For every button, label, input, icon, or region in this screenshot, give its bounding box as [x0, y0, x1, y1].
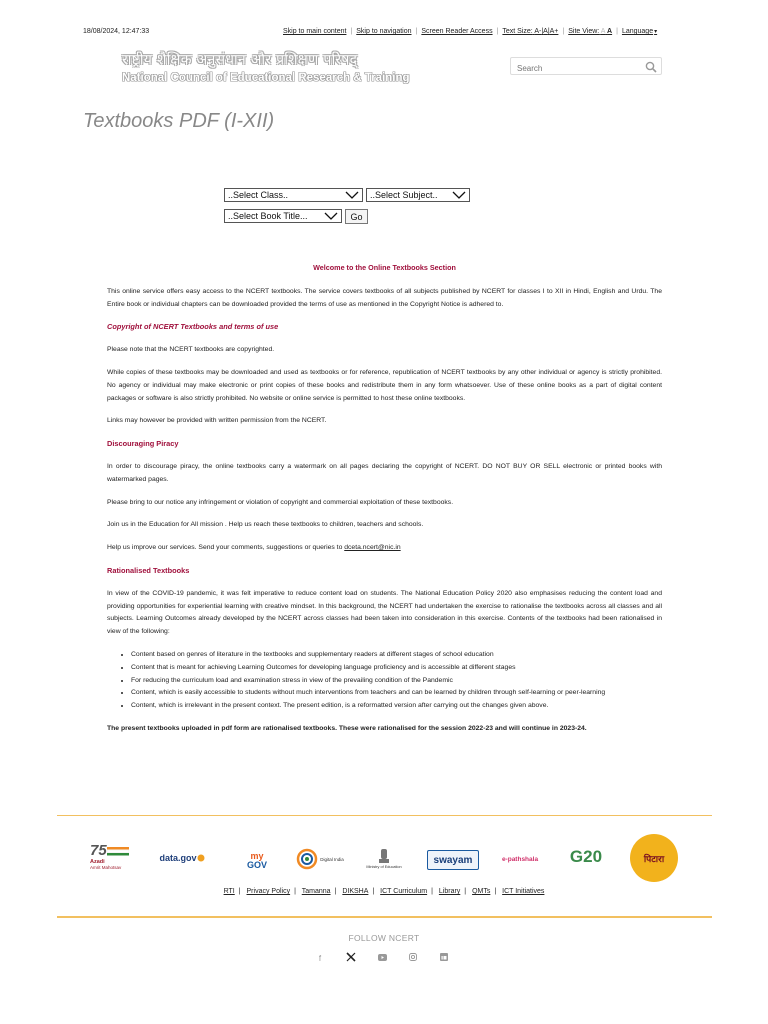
chevron-down-icon — [345, 190, 359, 200]
screen-reader-access-link[interactable]: Screen Reader Access — [421, 28, 493, 35]
piracy-heading: Discouraging Piracy — [107, 439, 179, 449]
piracy-paragraph: Please bring to our notice any infringement or violation of copyright and commercial exploitation of these textbooks. — [107, 498, 454, 506]
subject-select[interactable] — [366, 188, 470, 202]
rationalised-heading: Rationalised Textbooks — [107, 565, 190, 575]
site-view-light[interactable]: A — [600, 28, 606, 35]
page-title: Textbooks PDF (I-XII) — [83, 110, 275, 132]
language-label: Language — [621, 28, 654, 35]
book-title-select-value: ..Select Book Title... — [228, 211, 308, 221]
skip-to-main-link[interactable]: Skip to main content — [283, 28, 347, 35]
org-name-hindi[interactable]: राष्ट्रीय शैक्षिक अनुसंधान और प्रशिक्षण परिषद् — [122, 52, 358, 68]
footer-link-qmts[interactable]: QMTs — [472, 888, 491, 895]
digital-india-text: Digital India — [320, 856, 344, 862]
mygov-text-bottom: GOV — [246, 860, 267, 870]
improve-paragraph — [107, 542, 662, 555]
list-item: • Content based on genres of literature in the textbooks and supplementary readers at different stages of school education — [131, 649, 662, 662]
footer-link-rti[interactable]: RTI — [223, 888, 235, 895]
class-select[interactable] — [224, 188, 363, 202]
piracy-paragraph: Join us in the Education for All mission . Help us reach these textbooks to children, teachers and schools. — [107, 521, 424, 529]
footer-link-ict-initiatives[interactable]: ICT Initiatives — [502, 888, 545, 895]
text-size-group: Text Size: A-|A|A+ — [502, 28, 559, 35]
facebook-icon[interactable]: f — [318, 953, 322, 963]
email-link[interactable]: dceta.ncert@nic.in — [344, 544, 401, 552]
rationalised-paragraph: In view of the COVID-19 pandemic, it was felt imperative to reduce content load on students. The National Education Policy 2020 also emphasises reducing the content load and providing opportunities for experiential learning with creative mindset. In this background, the NCERT had undertaken the exercise to rationalise the textbooks across all classes and all subjects. Learning Outcomes already developed by the NCERT across classes had been taken into consideration in this exercise. Contents of the textbooks had been rationalised in view of the following: — [107, 589, 662, 636]
copyright-paragraph: Links may however be provided with written permission from the NCERT. — [107, 417, 327, 425]
skip-to-navigation-link[interactable]: Skip to navigation — [356, 28, 412, 35]
footer-divider — [57, 916, 712, 918]
text-size-decrease[interactable]: A- — [534, 28, 542, 35]
dot-icon — [197, 854, 205, 862]
g20-logo[interactable] — [560, 842, 612, 872]
swayam-text: swayam — [433, 854, 473, 866]
data-gov-logo[interactable] — [157, 850, 207, 866]
azadi-logo-number: 75 — [90, 842, 107, 859]
text-size-label: Text Size: — [502, 28, 533, 35]
emblem-icon — [377, 847, 391, 865]
pitara-text: पिटारा — [643, 853, 665, 864]
chevron-down-icon — [452, 190, 466, 200]
g20-text: G20 — [569, 847, 603, 866]
ministry-of-education-logo[interactable] — [360, 842, 408, 874]
subject-select-value: ..Select Subject.. — [370, 190, 438, 200]
search-bar — [510, 57, 662, 75]
text-size-increase[interactable]: A+ — [549, 28, 559, 35]
jadui-pitara-logo[interactable] — [630, 834, 678, 882]
book-title-select[interactable] — [224, 209, 342, 223]
intro-paragraph: This online service offers easy access to the NCERT textbooks. The service covers textbooks of all subjects published by NCERT for classes I to XII in Hindi, English and Urdu. The Entire book or individual chapters can be downloaded provided the terms of use as mentioned in the Copyright Notice is adhered to. — [107, 287, 662, 308]
azadi-logo-text: Amrit Mahotsav — [90, 865, 122, 870]
footer-link-ict-curriculum[interactable]: ICT Curriculum — [380, 888, 428, 895]
e-pathshala-text: e-pathshala — [501, 855, 539, 863]
mygov-logo[interactable] — [242, 848, 272, 874]
tricolor-icon — [107, 846, 129, 856]
chevron-down-icon — [324, 211, 338, 221]
search-icon[interactable] — [645, 60, 657, 78]
social-links — [315, 952, 449, 964]
footer-link-privacy-policy[interactable]: Privacy Policy — [246, 888, 291, 895]
linkedin-icon[interactable] — [439, 953, 449, 963]
site-view-label: Site View: — [568, 28, 600, 35]
footer-link-diksha[interactable]: DIKSHA — [342, 888, 369, 895]
footer-links: RTI | Privacy Policy | Tamanna | DIKSHA | ICT Curriculum | Library | QMTs | ICT Initiatives — [223, 888, 545, 895]
org-name-english[interactable]: National Council of Educational Research & Training — [122, 72, 410, 84]
top-utility-bar — [0, 28, 768, 40]
mygov-text-top: my — [250, 851, 264, 861]
site-view-group — [568, 28, 612, 35]
go-button[interactable]: Go — [345, 209, 368, 224]
azadi-ka-amrit-mahotsav-logo[interactable] — [90, 838, 140, 874]
moe-text: Ministry of Education — [366, 865, 402, 869]
final-note: The present textbooks uploaded in pdf form are rationalised textbooks. These were rationalised for the session 2022-23 and will continue in 2023-24. — [107, 724, 587, 732]
caret-down-icon: ▾ — [654, 29, 658, 35]
swayam-logo[interactable] — [427, 850, 479, 870]
x-icon[interactable] — [346, 952, 356, 964]
piracy-paragraph: In order to discourage piracy, the online textbooks carry a watermark on all pages declaring the copyright of NCERT. DO NOT BUY OR SELL electronic or printed books with watermarked pages. — [107, 462, 662, 483]
text-size-normal[interactable]: A — [543, 28, 548, 35]
language-dropdown[interactable] — [622, 28, 657, 35]
list-item: • For reducing the curriculum load and examination stress in view of the prevailing condition of the Pandemic — [131, 675, 662, 688]
instagram-icon[interactable] — [408, 953, 418, 963]
copyright-paragraph: While copies of these textbooks may be downloaded and used as textbooks or for reference, republication of NCERT textbooks by any other individual or agency is strictly prohibited. No agency or individual may make electronic or print copies of these books and redistribute them in any form whatsoever. Use of these online books as a part of digital content packages or software is also strictly prohibited. No website or online service is permitted to host these online textbooks. — [107, 368, 662, 402]
welcome-heading: Welcome to the Online Textbooks Section — [313, 263, 456, 272]
class-select-value: ..Select Class.. — [228, 190, 289, 200]
footer-link-library[interactable]: Library — [438, 888, 461, 895]
follow-heading: FOLLOW NCERT — [348, 933, 420, 943]
data-gov-text: data.gov — [159, 853, 197, 863]
footer-link-tamanna[interactable]: Tamanna — [301, 888, 331, 895]
digital-india-icon — [296, 848, 318, 870]
list-item: • Content that is meant for achieving Learning Outcomes for developing language proficiency and is accessible at different stages — [131, 662, 662, 675]
improve-text: Help us improve our services. Send your comments, suggestions or queries to — [107, 544, 343, 552]
datetime: 18/08/2024, 12:47:33 — [83, 28, 150, 35]
site-view-dark[interactable]: A — [607, 28, 613, 35]
footer-divider — [57, 815, 712, 816]
copyright-paragraph: Please note that the NCERT textbooks are copyrighted. — [107, 346, 275, 354]
e-pathshala-logo[interactable] — [495, 852, 545, 866]
partner-logos — [90, 830, 690, 880]
search-input[interactable] — [511, 61, 643, 77]
digital-india-logo[interactable] — [290, 846, 350, 872]
youtube-icon[interactable] — [377, 954, 387, 963]
copyright-heading: Copyright of NCERT Textbooks and terms of use — [107, 322, 279, 332]
azadi-logo-text: Azadi — [90, 859, 105, 865]
list-item: • Content, which is irrelevant in the present context. The present edition, is a reformatted version after carrying out the changes given above. — [131, 700, 662, 713]
utility-links: Skip to main content | Skip to navigation | Screen Reader Access | Text Size: A-|A|A+ | Site View: A A | Language▾ — [283, 28, 658, 35]
main-content — [107, 262, 662, 746]
rationalised-list — [107, 649, 662, 713]
list-item: • Content, which is easily accessible to students without much interventions from teachers and can be learned by children through self-learning or peer-learning — [131, 687, 662, 700]
